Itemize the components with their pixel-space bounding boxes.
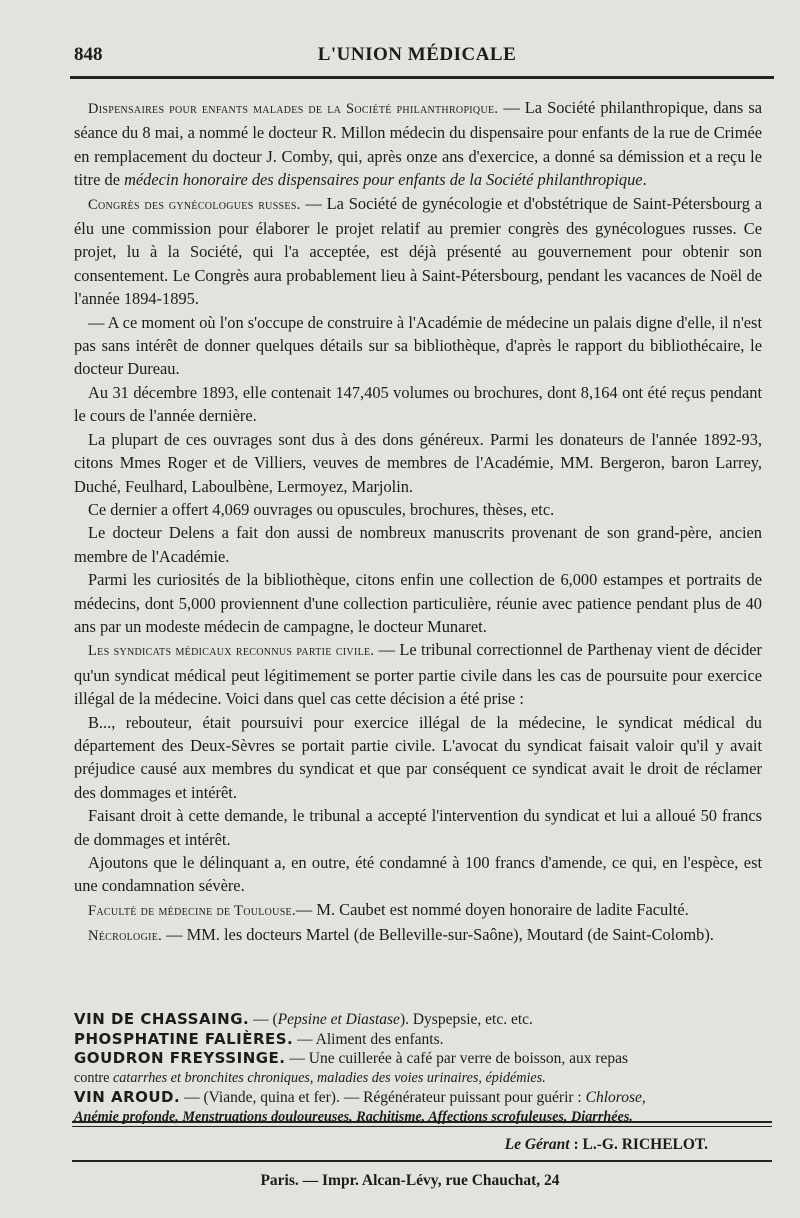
ad-aroud bbox=[74, 1088, 760, 1108]
ad-chassaing bbox=[74, 1010, 760, 1030]
ad-italic: catarrhes et bronchites chroniques, maladies des voies urinaires, épidémies. bbox=[113, 1069, 546, 1086]
ad-title: VIN AROUD. bbox=[74, 1088, 181, 1106]
printer-imprint: Paris. — Impr. Alcan-Lévy, rue Chauchat, 24 bbox=[260, 1172, 560, 1189]
paragraph-amende: Ajoutons que le délinquant a, en outre, été condamné à 100 francs d'amende, ce qui, en l'espèce, est une condamnation sévère. bbox=[74, 853, 762, 896]
paragraph-curiosites: Parmi les curiosités de la bibliothèque, citons enfin une collection de 6,000 estampes et portraits de médecins, dont 5,000 proviennent d'une collection particulière, réunie avec patience pendant plus de 40 ans par un modeste médecin de campagne, le docteur Munaret. bbox=[74, 570, 762, 636]
ad-title: PHOSPHATINE FALIÈRES. bbox=[74, 1029, 294, 1048]
section-lead: Congrès des gynécologues russes. bbox=[88, 196, 301, 213]
paragraph-text: — La Société de gynécologie et d'obstétrique de Saint-Pétersbourg a élu une commission pour élaborer le projet relatif au premier congrès des gynécologues russes. Ce projet, lu à la Société, qui l'a acceptée, est déjà présenté au gouvernement pour obtenir son consentement. Le Congrès aura probablement lieu à Saint-Pétersbourg, pendant les vacances de Noël de l'année 1894-1895. bbox=[74, 193, 762, 309]
running-title: L'UNION MÉDICALE bbox=[317, 44, 517, 65]
section-lead: Nécrologie. bbox=[88, 928, 163, 945]
paragraph-tail: . bbox=[642, 170, 647, 190]
paragraph-congres bbox=[74, 192, 762, 311]
imprint-rule bbox=[72, 1160, 772, 1162]
paragraph-dispensaires bbox=[74, 96, 762, 192]
ad-title: VIN DE CHASSAING. bbox=[74, 1010, 250, 1028]
gerant-signature bbox=[505, 1136, 708, 1154]
article-body bbox=[74, 96, 762, 949]
ad-italic: Anémie profonde, Menstruations douloureuses, Rachitisme, Affections scrofuleuses, Diarrhées. bbox=[74, 1108, 633, 1125]
ad-text: — ( bbox=[249, 1011, 278, 1028]
footer-rule-thin bbox=[72, 1126, 772, 1127]
paragraph-donateurs: La plupart de ces ouvrages sont dus à des dons généreux. Parmi les donateurs de l'année 1892-93, citons Mmes Roger et de Villiers, veuves de membres de l'Académie, MM. Bergeron, baron Larrey, Duché, Feulhard, Laboulbène, Lermoyez, Marjolin. bbox=[74, 429, 762, 496]
paragraph-text: — M. Caubet est nommé doyen honoraire de ladite Faculté. bbox=[295, 899, 689, 919]
section-lead: Faculté de médecine de Toulouse. bbox=[88, 902, 296, 919]
paragraph-rebouteur: B..., rebouteur, était poursuivi pour exercice illégal de la médecine, le syndicat médical du département des Deux-Sèvres se portait partie civile. L'avocat du syndicat faisait valoir qu'il y avait préjudice causé aux membres du syndicat et que par conséquent ce syndicat avait le droit de réclamer des dommages et intérêt. bbox=[74, 712, 762, 802]
advertisements bbox=[74, 1010, 760, 1127]
paragraph-academie: — A ce moment où l'on s'occupe de construire à l'Académie de médecine un palais digne d'elle, il n'est pas sans intérêt de donner quelques détails sur sa bibliothèque, d'après le rapport du bibliothécaire, le docteur Dureau. bbox=[74, 312, 762, 379]
ad-goudron-cont bbox=[74, 1069, 760, 1089]
paragraph-italic: médecin honoraire des dispensaires pour enfants de la Société philanthropique bbox=[124, 170, 643, 190]
ad-text: — Aliment des enfants. bbox=[293, 1030, 444, 1048]
paragraph-text: — La Société philanthropique, dans sa séance du 8 mai, a nommé le docteur R. Millon médecin du dispensaire pour enfants de la rue de Crimée en remplacement du docteur J. Comby, qui, après onze ans d'exercice, a donné sa démission et a reçu le titre de bbox=[74, 98, 762, 190]
ad-phosphatine bbox=[74, 1030, 760, 1050]
ad-title: GOUDRON FREYSSINGE. bbox=[74, 1049, 286, 1067]
paragraph-text: — MM. les docteurs Martel (de Belleville-sur-Saône), Moutard (de Saint-Colomb). bbox=[162, 925, 714, 945]
paragraph-volumes: Au 31 décembre 1893, elle contenait 147,405 volumes ou brochures, dont 8,164 ont été reçus pendant le cours de l'année dernière. bbox=[74, 382, 762, 426]
paragraph-delens: Le docteur Delens a fait don aussi de nombreux manuscrits provenant de son grand-père, ancien membre de l'Académie. bbox=[74, 523, 762, 566]
ad-text: contre bbox=[74, 1069, 113, 1086]
paragraph-dernier: Ce dernier a offert 4,069 ouvrages ou opuscules, brochures, thèses, etc. bbox=[88, 499, 555, 519]
gerant-label: Le Gérant bbox=[504, 1136, 570, 1153]
section-lead: Dispensaires pour enfants malades de la Société philanthropique. bbox=[88, 101, 499, 117]
page-header bbox=[74, 44, 760, 74]
ad-text: ). Dyspepsie, etc. etc. bbox=[399, 1011, 533, 1028]
ad-goudron bbox=[74, 1049, 760, 1069]
paragraph-faculte bbox=[74, 898, 762, 923]
paragraph-necrologie bbox=[74, 923, 762, 948]
section-lead: Les syndicats médicaux reconnus partie civile. bbox=[88, 643, 375, 660]
ad-italic: Chlorose, bbox=[585, 1089, 646, 1106]
paragraph-tribunal: Faisant droit à cette demande, le tribunal a accepté l'intervention du syndicat et lui a alloué 50 francs de dommages et intérêt. bbox=[74, 806, 762, 849]
paragraph-syndicats bbox=[74, 638, 762, 710]
footer-rule bbox=[72, 1121, 772, 1123]
gerant-name: : L.-G. RICHELOT. bbox=[569, 1136, 708, 1153]
ad-text: — (Viande, quina et fer). — Régénérateur puissant pour guérir : bbox=[180, 1089, 586, 1106]
header-rule bbox=[70, 76, 774, 79]
ad-aroud-cont bbox=[74, 1108, 760, 1128]
ad-italic: Pepsine et Diastase bbox=[277, 1011, 400, 1028]
ad-text: — Une cuillerée à café par verre de boisson, aux repas bbox=[285, 1050, 629, 1067]
page-number: 848 bbox=[74, 44, 103, 65]
paragraph-text: — Le tribunal correctionnel de Parthenay vient de décider qu'un syndicat médical peut légitimement se porter partie civile dans les cas de poursuite pour exercice illégal de la médecine. Voici dans quel cas cette décision a été prise : bbox=[74, 640, 762, 709]
